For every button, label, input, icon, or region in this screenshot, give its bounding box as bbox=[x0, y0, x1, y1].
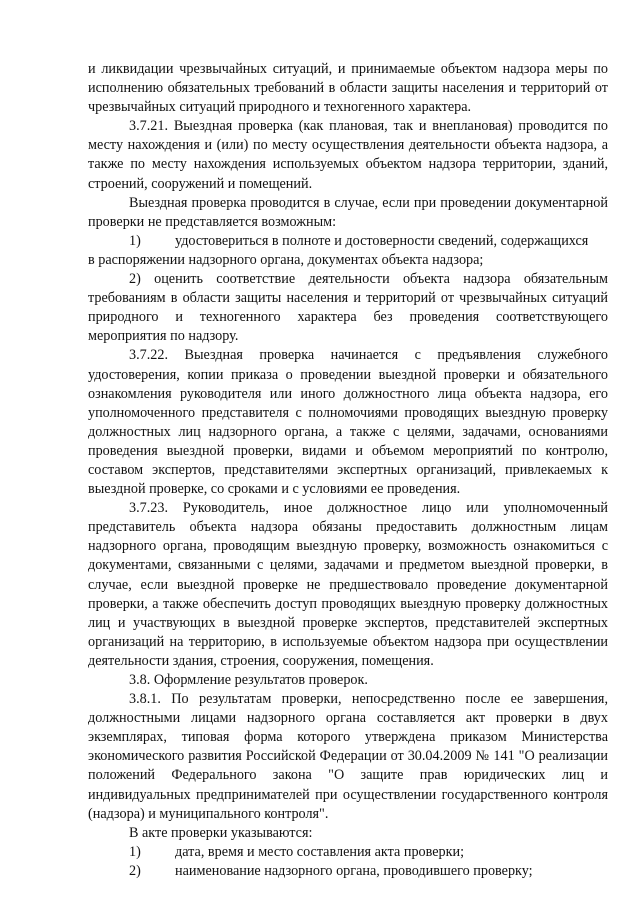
list-item-1-continuation: в распоряжении надзорного органа, документах объекта надзора; bbox=[88, 251, 484, 268]
list-item-number: 1) bbox=[129, 232, 141, 249]
list-item-text: наименование надзорного органа, проводившего проверку; bbox=[175, 862, 533, 879]
paragraph-3-7-21: 3.7.21. Выездная проверка (как плановая, так и внеплановая) проводится по месту нахождения и (или) по месту осуществления деятельности объекта надзора, а также по месту нахождения используемых объектом надзора территории, зданий, строений, сооружений и помещений. bbox=[88, 118, 608, 192]
list-item-number: 1) bbox=[129, 843, 141, 860]
paragraph-continuation: и ликвидации чрезвычайных ситуаций, и принимаемые объектом надзора меры по исполнению обязательных требований в области защиты населения и территорий от чрезвычайных ситуаций природного и техногенного характера. bbox=[88, 61, 608, 116]
paragraph-3-7-22: 3.7.22. Выездная проверка начинается с предъявления служебного удостоверения, копии приказа о проведении выездной проверки и обязательного ознакомления руководителя или иного должностного лица объекта надзора, его уполномоченного представителя с полномочиями проводящих выездную проверку должностных лиц надзорного органа, а также с целями, задачами, основаниями проведения выездной проверки, видами и объемом мероприятий по контролю, составом экспертов, представителями экспертных организаций, привлекаемых к выездной проверке, со сроками и с условиями ее проведения. bbox=[88, 347, 608, 498]
document-page bbox=[88, 60, 608, 881]
act-list-item-2 bbox=[88, 862, 608, 881]
paragraph-3-8-1: 3.8.1. По результатам проверки, непосредственно после ее завершения, должностными лицами надзорного органа составляется акт проверки в двух экземплярах, типовая форма которого утверждена приказом Министерства экономического развития Российской Федерации от 30.04.2009 № 141 "О реализации положений Федерального закона "О защите прав юридических лиц и индивидуальных предпринимателей при осуществлении государственного контроля (надзора) и муниципального контроля". bbox=[88, 691, 608, 822]
list-item-2: 2) оценить соответствие деятельности объекта надзора обязательным требованиям в области защиты населения и территорий от чрезвычайных ситуаций природного и техногенного характера без проведения соответствующего мероприятия по надзору. bbox=[88, 271, 608, 345]
act-list-item-1 bbox=[88, 843, 608, 862]
paragraph-act-contents-intro: В акте проверки указываются: bbox=[129, 824, 313, 841]
paragraph-3-7-23: 3.7.23. Руководитель, иное должностное лицо или уполномоченный представитель объекта надзора обязаны предоставить должностным лицам надзорного органа, проводящим выездную проверку, возможность ознакомиться с документами, связанными с целями, задачами и предметом выездной проверки, в случае, если выездной проверке не предшествовало проведение документарной проверки, а также обеспечить доступ проводящих выездную проверку должностных лиц и участвующих в выездной проверке экспертов, представителей экспертных организаций на территорию, в используемые объектом надзора при осуществлении деятельности здания, строения, сооружения, помещения. bbox=[88, 500, 608, 669]
list-item-text: дата, время и место составления акта проверки; bbox=[175, 843, 465, 860]
section-heading-3-8: 3.8. Оформление результатов проверок. bbox=[129, 672, 368, 688]
list-item-text: удостовериться в полноте и достоверности сведений, содержащихся bbox=[175, 232, 589, 249]
list-item-1 bbox=[88, 232, 608, 251]
list-item-number: 2) bbox=[129, 862, 141, 879]
paragraph-onsite-check-cases: Выездная проверка проводится в случае, если при проведении документарной проверки не представляется возможным: bbox=[88, 194, 608, 230]
